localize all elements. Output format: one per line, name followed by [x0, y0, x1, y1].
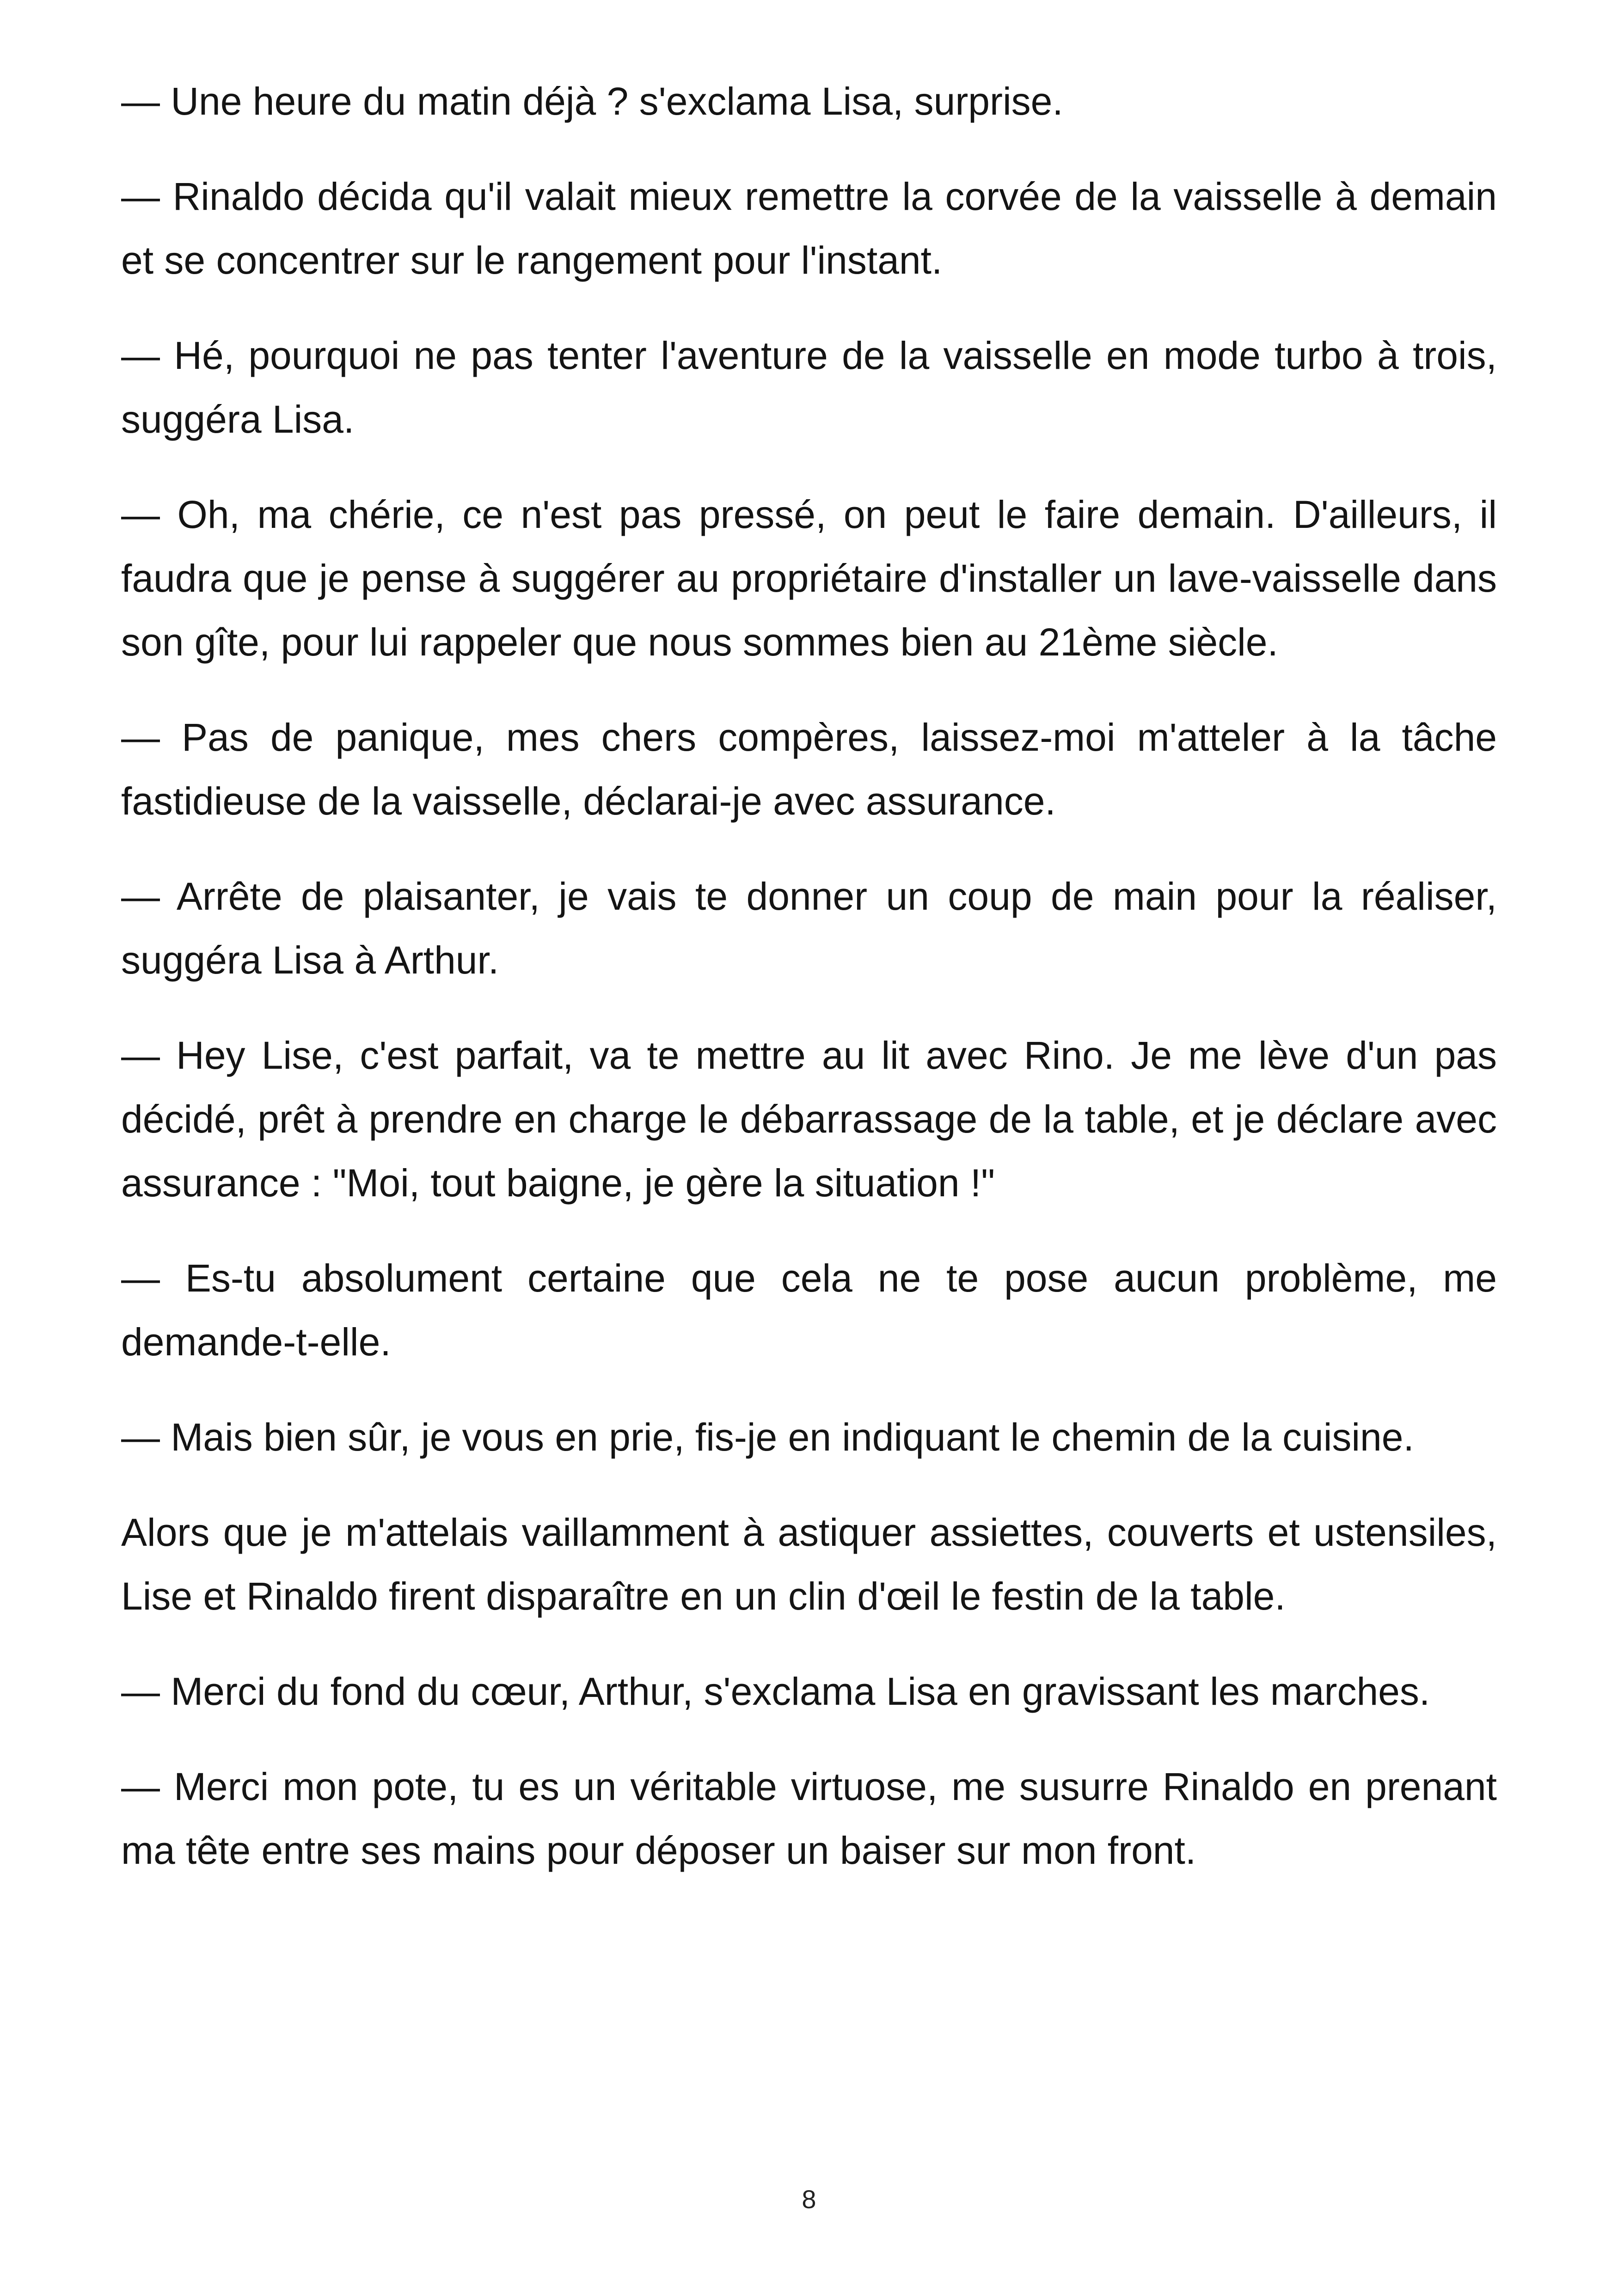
paragraph: — Hey Lise, c'est parfait, va te mettre au lit avec Rino. Je me lève d'un pas décidé, prêt à prendre en charge le débarrassage de la table, et je déclare avec assurance : "Moi, tout baigne, je gère la situation !": [121, 1034, 1497, 1205]
paragraph: — Merci du fond du cœur, Arthur, s'exclama Lisa en gravissant les marches.: [121, 1670, 1430, 1713]
paragraph: — Es-tu absolument certaine que cela ne te pose aucun problème, me demande-t-elle.: [121, 1256, 1497, 1364]
body-text: [121, 69, 1497, 1914]
paragraph: — Merci mon pote, tu es un véritable virtuose, me susurre Rinaldo en prenant ma tête entre ses mains pour déposer un baiser sur mon front.: [121, 1765, 1497, 1872]
paragraph: — Hé, pourquoi ne pas tenter l'aventure de la vaisselle en mode turbo à trois, suggéra Lisa.: [121, 334, 1497, 441]
paragraph: Alors que je m'attelais vaillamment à astiquer assiettes, couverts et ustensiles, Lise et Rinaldo firent disparaître en un clin d'œil le festin de la table.: [121, 1511, 1497, 1618]
paragraph: — Mais bien sûr, je vous en prie, fis-je en indiquant le chemin de la cuisine.: [121, 1415, 1414, 1459]
paragraph: — Oh, ma chérie, ce n'est pas pressé, on peut le faire demain. D'ailleurs, il faudra que je pense à suggérer au propriétaire d'installer un lave-vaisselle dans son gîte, pour lui rappeler que nous sommes bien au 21ème siècle.: [121, 493, 1497, 664]
paragraph: — Une heure du matin déjà ? s'exclama Lisa, surprise.: [121, 80, 1063, 123]
paragraph: — Pas de panique, mes chers compères, laissez-moi m'atteler à la tâche fastidieuse de la vaisselle, déclarai-je avec assurance.: [121, 716, 1497, 823]
paragraph: — Rinaldo décida qu'il valait mieux remettre la corvée de la vaisselle à demain et se concentrer sur le rangement pour l'instant.: [121, 175, 1497, 282]
paragraph: — Arrête de plaisanter, je vais te donner un coup de main pour la réaliser, suggéra Lisa à Arthur.: [121, 875, 1497, 982]
page-number: 8: [802, 2185, 816, 2214]
